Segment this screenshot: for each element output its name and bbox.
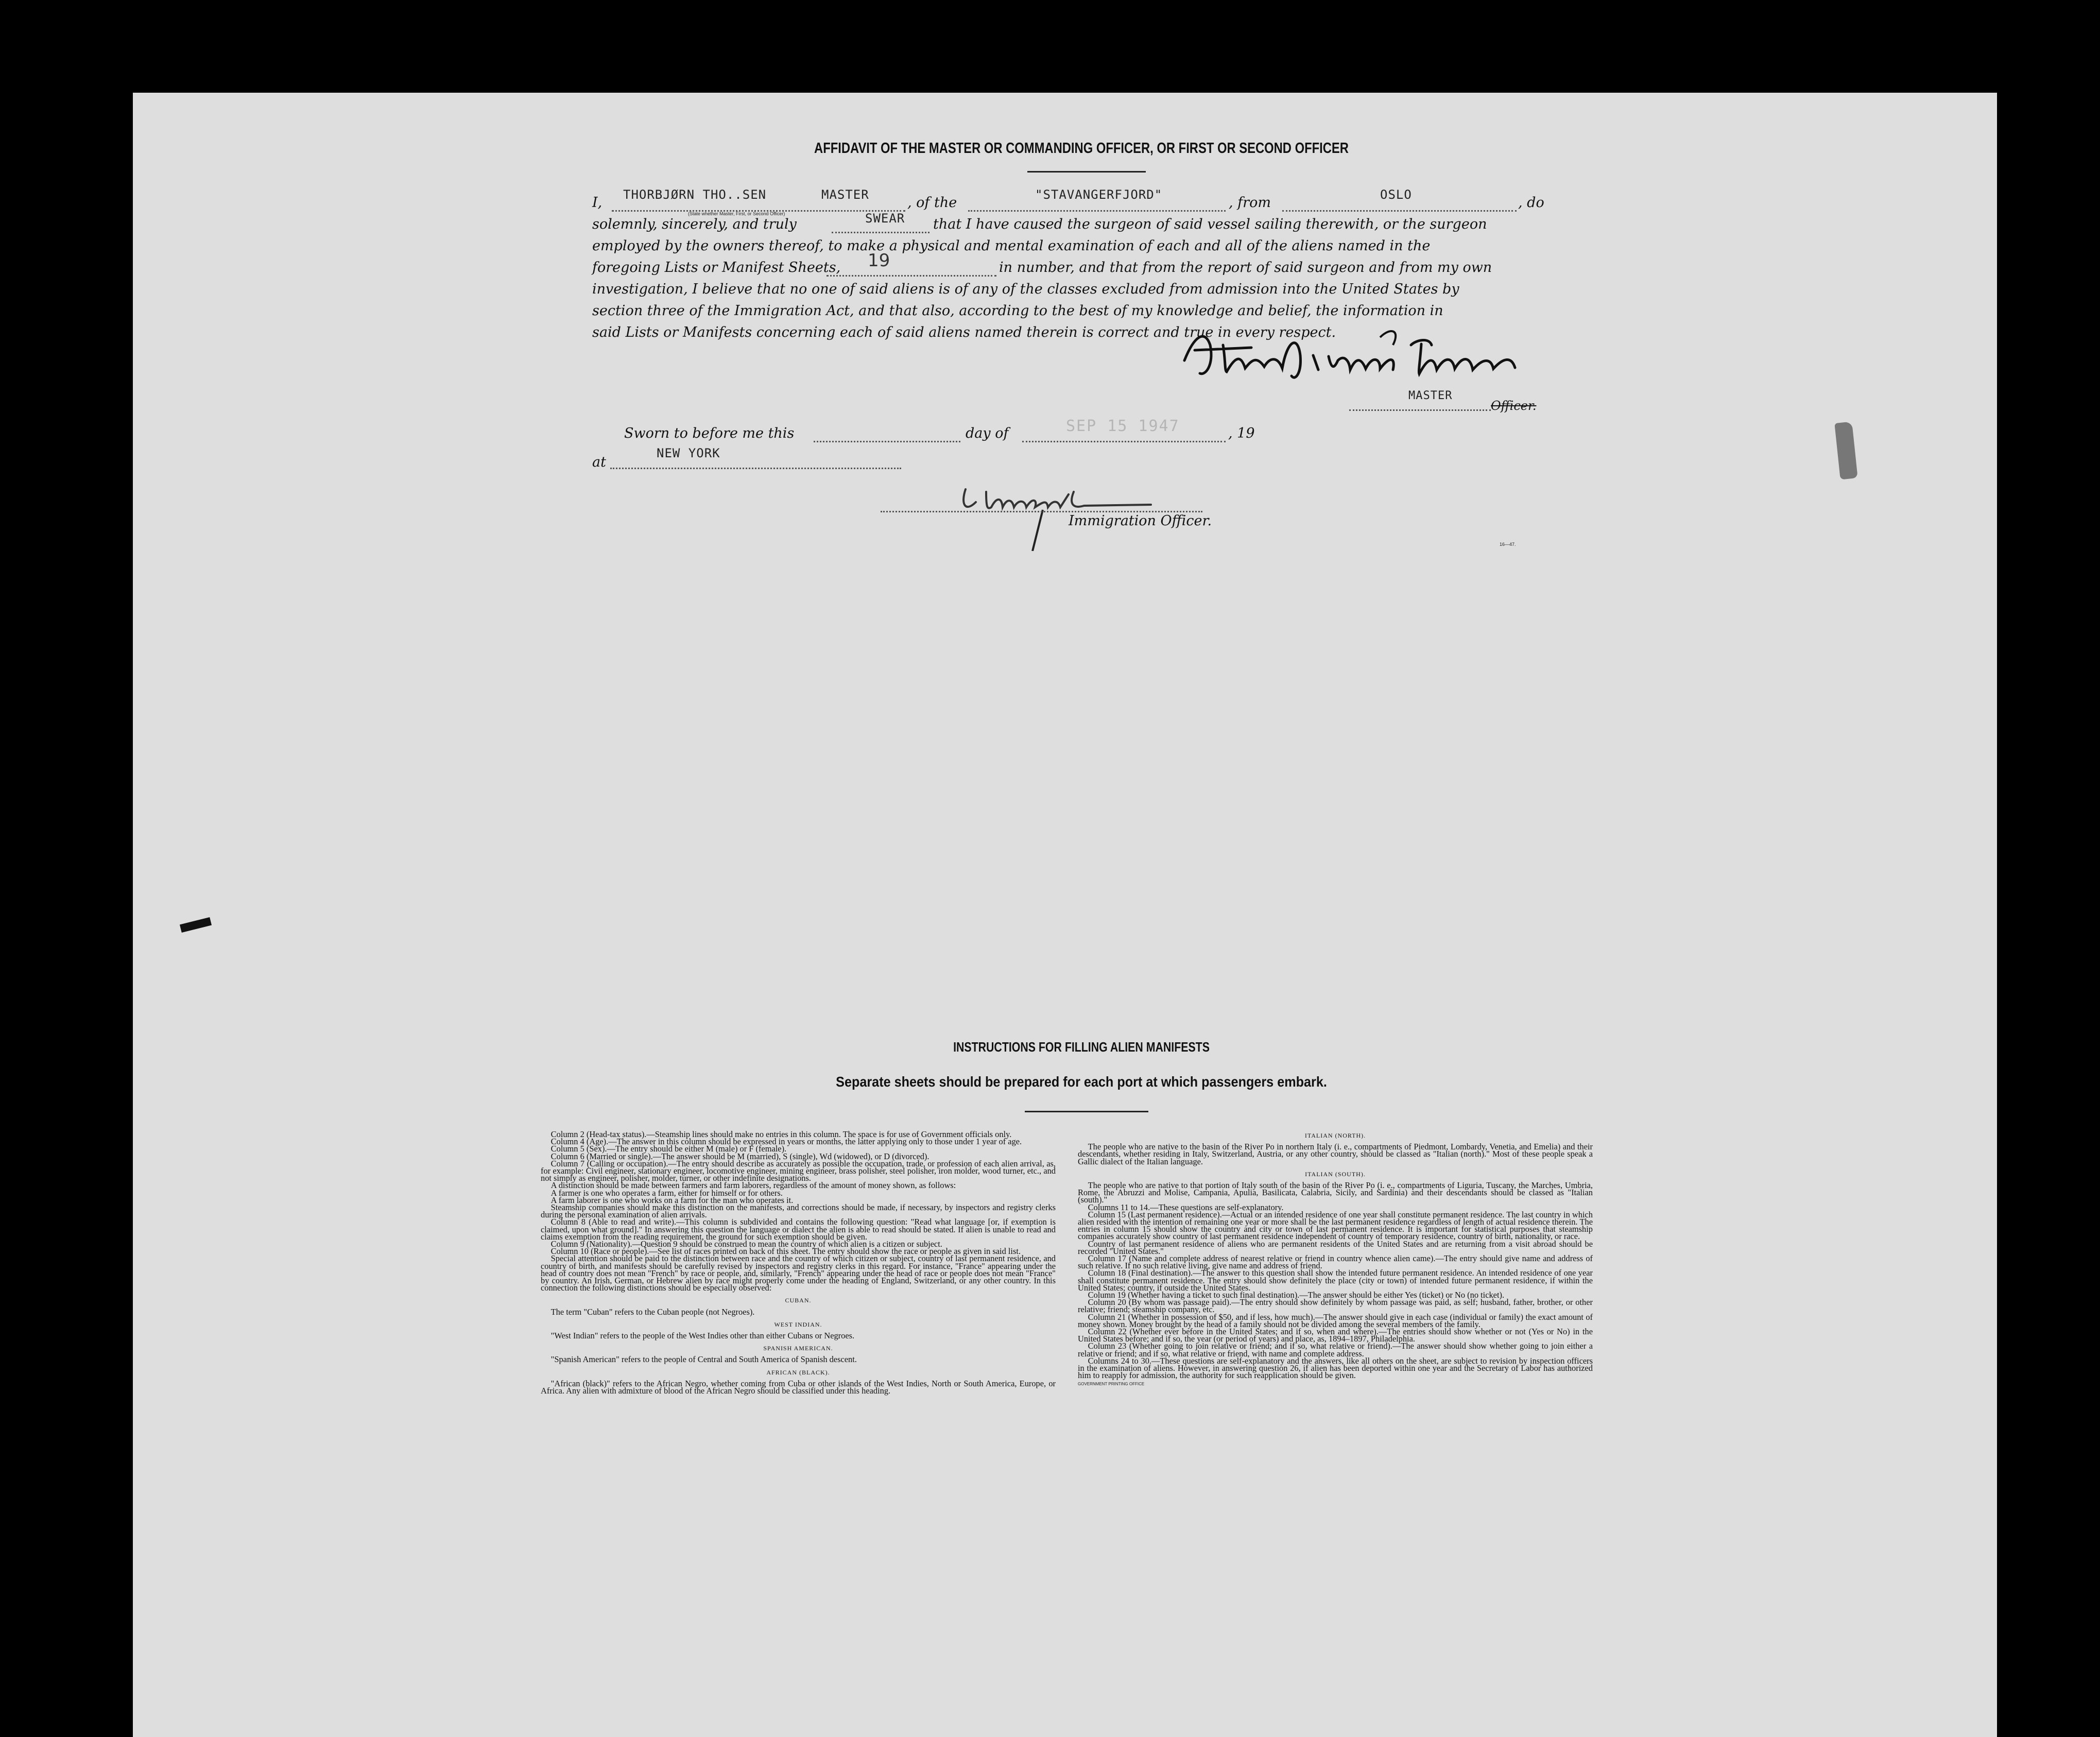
instruction-paragraph: Column 22 (Whether ever before in the United States; and if so, when and where).—The entries should show whether or not (Yes or No) in the United States before; and if so, the year (or period of years) and place, as, 1894–1897, Philadelphia. [1078, 1327, 1593, 1344]
oath-swear: SWEAR [865, 211, 905, 226]
fill-line [832, 232, 929, 233]
instructions-subtitle: Separate sheets should be prepared for each port at which passengers embark. [836, 1074, 1327, 1090]
fill-line [1022, 441, 1226, 442]
instruction-paragraph: Column 7 (Calling or occupation).—The entry should describe as accurately as possible the occupation, trade, or profession of each alien arrival, as, for example: Civil engineer, stationary engineer, locomotive engineer, mining engineer, brass polisher, steel polisher, iron molder, wood turner, etc., and not simply as engineer, polisher, molder, turner, or other indefinite designations. [541, 1158, 1056, 1183]
sheet-count: 19 [868, 250, 890, 271]
instruction-paragraph: Column 18 (Final destination).—The answer to this question shall show the intended future permanent residence. An intended residence of one year shall constitute permanent residence. The entry should show definitely the place (city or town) of intended future permanent residence, if within the United States; country, if outside the United States. [1078, 1268, 1593, 1293]
affidavit-text: foregoing Lists or Manifest Sheets, [592, 260, 841, 276]
instructions-right-column [1078, 1131, 1593, 1387]
binder-hole [2012, 1499, 2037, 1521]
master-rank: MASTER [821, 187, 869, 202]
instruction-paragraph: Column 2 (Head-tax status).—Steamship lines should make no entries in this column. The space is for use of Government officials only. [550, 1129, 1012, 1139]
instruction-paragraph: Column 21 (Whether in possession of $50, and if less, how much).—The answer should give in each case (individual or family) the exact amount of money shown. Money brought by the head of a family should not be divided among the several members of the family. [1078, 1312, 1593, 1329]
instruction-paragraph: A farm laborer is one who works on a farm for the man who operates it. [550, 1195, 794, 1205]
sworn-place: NEW YORK [657, 446, 720, 460]
affidavit-text: that I have caused the surgeon of said vessel sailing therewith, or the surgeon [933, 216, 1487, 232]
section-heading: SPANISH AMERICAN. [763, 1345, 833, 1352]
master-name: THORBJØRN THO..SEN [623, 187, 767, 202]
affidavit-text: I, [592, 195, 603, 211]
instruction-paragraph: "African (black)" refers to the African Negro, whether coming from Cuba or other islands of the West Indies, North or South America, Europe, or Africa. Any alien with admixture of blood of the African Negro should be classified under this heading. [541, 1378, 1056, 1396]
port-of-departure: OSLO [1380, 187, 1412, 202]
binder-hole [2012, 350, 2037, 373]
rank-hint: (State whether Master, First, or Second Officer) [688, 211, 785, 216]
affidavit-title-rule [1027, 171, 1146, 173]
master-signature [1174, 324, 1545, 386]
instruction-paragraph: A farmer is one who operates a farm, either for himself or for others. [550, 1188, 783, 1198]
signature-rank: MASTER [1408, 389, 1453, 402]
instruction-paragraph: Column 4 (Age).—The answer in this column should be expressed in years or months, the latter applying only to those under 1 year of age. [550, 1137, 1022, 1147]
affidavit-text: , 19 [1228, 425, 1255, 441]
affidavit-title: AFFIDAVIT OF THE MASTER OR COMMANDING OFFICER, OR FIRST OR SECOND OFFICER [814, 140, 1349, 157]
affidavit-text: , from [1229, 195, 1271, 211]
binder-hole [2012, 1185, 2037, 1208]
affidavit-text: day of [966, 425, 1009, 441]
affidavit-text: said Lists or Manifests concerning each of said aliens named therein is correct and true in every respect. [592, 324, 1336, 340]
affidavit-text: solemnly, sincerely, and truly [592, 216, 797, 232]
binder-hole [2012, 582, 2037, 605]
section-heading: ITALIAN (NORTH). [1304, 1132, 1366, 1139]
date-stamp: SEP 15 1947 [1066, 417, 1180, 435]
instruction-paragraph: "Spanish American" refers to the people of Central and South America of Spanish descent. [550, 1354, 857, 1365]
affidavit-text: employed by the owners thereof, to make a physical and mental examination of each and all of the aliens named in the [592, 238, 1431, 254]
instruction-paragraph: The term "Cuban" refers to the Cuban people (not Negroes). [550, 1306, 755, 1317]
instructions-rule [1025, 1111, 1148, 1112]
instruction-paragraph: Country of last permanent residence of aliens who are permanent residents of the United States and are returning from a visit abroad should be recorded "United States." [1078, 1239, 1593, 1256]
binder-hole [2012, 270, 2037, 293]
instruction-paragraph: Columns 24 to 30.—These questions are self-explanatory and the answers, like all others on the sheet, are subject to revision by inspection officers in the examination of aliens. However, in answering question 26, if alien has been deported within one year and the Secretary of Labor has authorized him to reapply for admission, the authority for such reapplication should be given. [1078, 1355, 1593, 1381]
instruction-paragraph: Column 20 (By whom was passage paid).—The entry should show definitely by whom passage was paid, as self; husband, father, brother, or other relative; friend; steamship company, etc. [1078, 1297, 1593, 1315]
affidavit-text: , do [1518, 195, 1544, 211]
affidavit-text: in number, and that from the report of said surgeon and from my own [999, 260, 1492, 276]
section-heading: AFRICAN (BLACK). [766, 1368, 830, 1376]
instruction-paragraph: Column 23 (Whether going to join relative or friend; and if so, what relative or friend).—The answer should show whether going to join either a relative or friend; and if so, what relative or friend, with name and complete address. [1078, 1341, 1593, 1358]
printing-office-mark: GOVERNMENT PRINTING OFFICE [1078, 1381, 1145, 1386]
instruction-paragraph: Column 19 (Whether having a ticket to such final destination).—The answer should be either Yes (ticket) or No (no ticket). [1088, 1290, 1505, 1300]
affidavit-text: , of the [907, 195, 957, 211]
binder-hole [2012, 1421, 2037, 1444]
instruction-paragraph: "West Indian" refers to the people of the West Indies other than either Cubans or Negroes. [550, 1331, 855, 1341]
instruction-paragraph: Column 10 (Race or people).—See list of races printed on back of this sheet. The entry should show the race or people as given in said list. [550, 1246, 1021, 1257]
fill-line [827, 275, 996, 277]
instruction-paragraph: Steamship companies should make this distinction on the manifests, and corrections should be made, if necessary, by inspectors and registry clerks during the personal examination of alien arrivals. [541, 1202, 1056, 1220]
instruction-paragraph: Column 8 (Able to read and write).—This column is subdivided and contains the following question: "Read what language [or, if exemption is claimed, upon what ground]." In answering this question the language or dialect the alien is able to read should be stated. If alien is unable to read and claims exemption from the reading requirement, the ground for such exemption should be given. [541, 1217, 1056, 1242]
affidavit-text: investigation, I believe that no one of said aliens is of any of the classes excluded from admission into the United States by [592, 281, 1459, 297]
ship-name: "STAVANGERFJORD" [1035, 187, 1163, 202]
affidavit-text: Sworn to before me this [624, 425, 795, 441]
instruction-paragraph: Columns 11 to 14.—These questions are self-explanatory. [1088, 1202, 1284, 1212]
section-heading: CUBAN. [785, 1297, 812, 1304]
affidavit-text: section three of the Immigration Act, and that also, according to the best of my knowledge and belief, the information in [592, 303, 1443, 319]
instruction-paragraph: Special attention should be paid to the distinction between race and the country of which citizen or subject, country of last permanent residence, and country of birth, and manifests should be carefully revised by inspectors and registry clerks in this regard. For instance, "France" appearing under the head of country does not mean "French" by race or people, and, similarly, "French" appearing under the head of race or people does not mean "France" by country. An Irish, German, or Hebrew alien by race might properly come under the heading of England, Switzerland, or any other country. In this connection the following distinctions should be especially observed: [541, 1253, 1056, 1293]
affidavit-text: at [592, 454, 606, 470]
instruction-paragraph: Column 5 (Sex).—The entry should be either M (male) or F (female). [550, 1144, 787, 1154]
officer-label: Officer. [1491, 399, 1537, 413]
instruction-paragraph: Column 6 (Married or single).—The answer should be M (married), S (single), Wd (widowed), or D (divorced). [550, 1151, 929, 1161]
section-heading: WEST INDIAN. [774, 1320, 822, 1328]
instruction-paragraph: Column 15 (Last permanent residence).—Actual or an intended residence of one year shall constitute permanent residence. The last country in which alien resided with the intention of remaining one year or more shall be the last permanent residence regardless of length of actual residence therein. The entries in column 15 should show the country and city or town of last permanent residence. It is important for statistical purposes that steamship companies accurately show country of last permanent residence independent of country of temporary residence, country of birth, nationality, or race. [1078, 1209, 1593, 1242]
fill-line [881, 511, 1202, 512]
fill-line [1349, 409, 1491, 411]
instruction-paragraph: Column 17 (Name and complete address of nearest relative or friend in country whence alien came).—The entry should give name and address of such relative. If no such relative living, give name and address of friend. [1078, 1253, 1593, 1271]
binder-hole [2012, 1107, 2037, 1130]
instruction-paragraph: A distinction should be made between farmers and farm laborers, regardless of the amount of money shown, as follows: [550, 1180, 956, 1191]
instruction-paragraph: The people who are native to the basin of the River Po in northern Italy (i. e., compartments of Piedmont, Lombardy, Venetia, and Emelia) and their descendants, whether residing in Italy, Switzerland, Austria, or any other country, should be classed as "Italian (north)." Most of these people speak a Gallic dialect of the Italian language. [1078, 1142, 1593, 1166]
instructions-left-column [541, 1131, 1056, 1395]
section-heading: ITALIAN (SOUTH). [1305, 1170, 1366, 1178]
binder-hole [2012, 665, 2037, 688]
form-code: 16—47. [1500, 542, 1516, 547]
instruction-paragraph: The people who are native to that portion of Italy south of the basin of the River Po (i. e., compartments of Liguria, Tuscany, the Marches, Umbria, Rome, the Abruzzi and Molise, Campania, Apulia, Basilicata, Calabria, Sicily, and Sardinia) and their descendants should be classed as "Italian (south)." [1078, 1180, 1593, 1205]
fill-line [814, 441, 960, 442]
fill-line [610, 468, 901, 469]
instructions-title: INSTRUCTIONS FOR FILLING ALIEN MANIFESTS [953, 1039, 1210, 1055]
instruction-paragraph: Column 9 (Nationality).—Question 9 should be construed to mean the country of which alien is a citizen or subject. [550, 1239, 942, 1249]
immigration-officer-label: Immigration Officer. [1069, 513, 1212, 529]
fill-line [1282, 210, 1517, 212]
fill-line [968, 210, 1226, 212]
